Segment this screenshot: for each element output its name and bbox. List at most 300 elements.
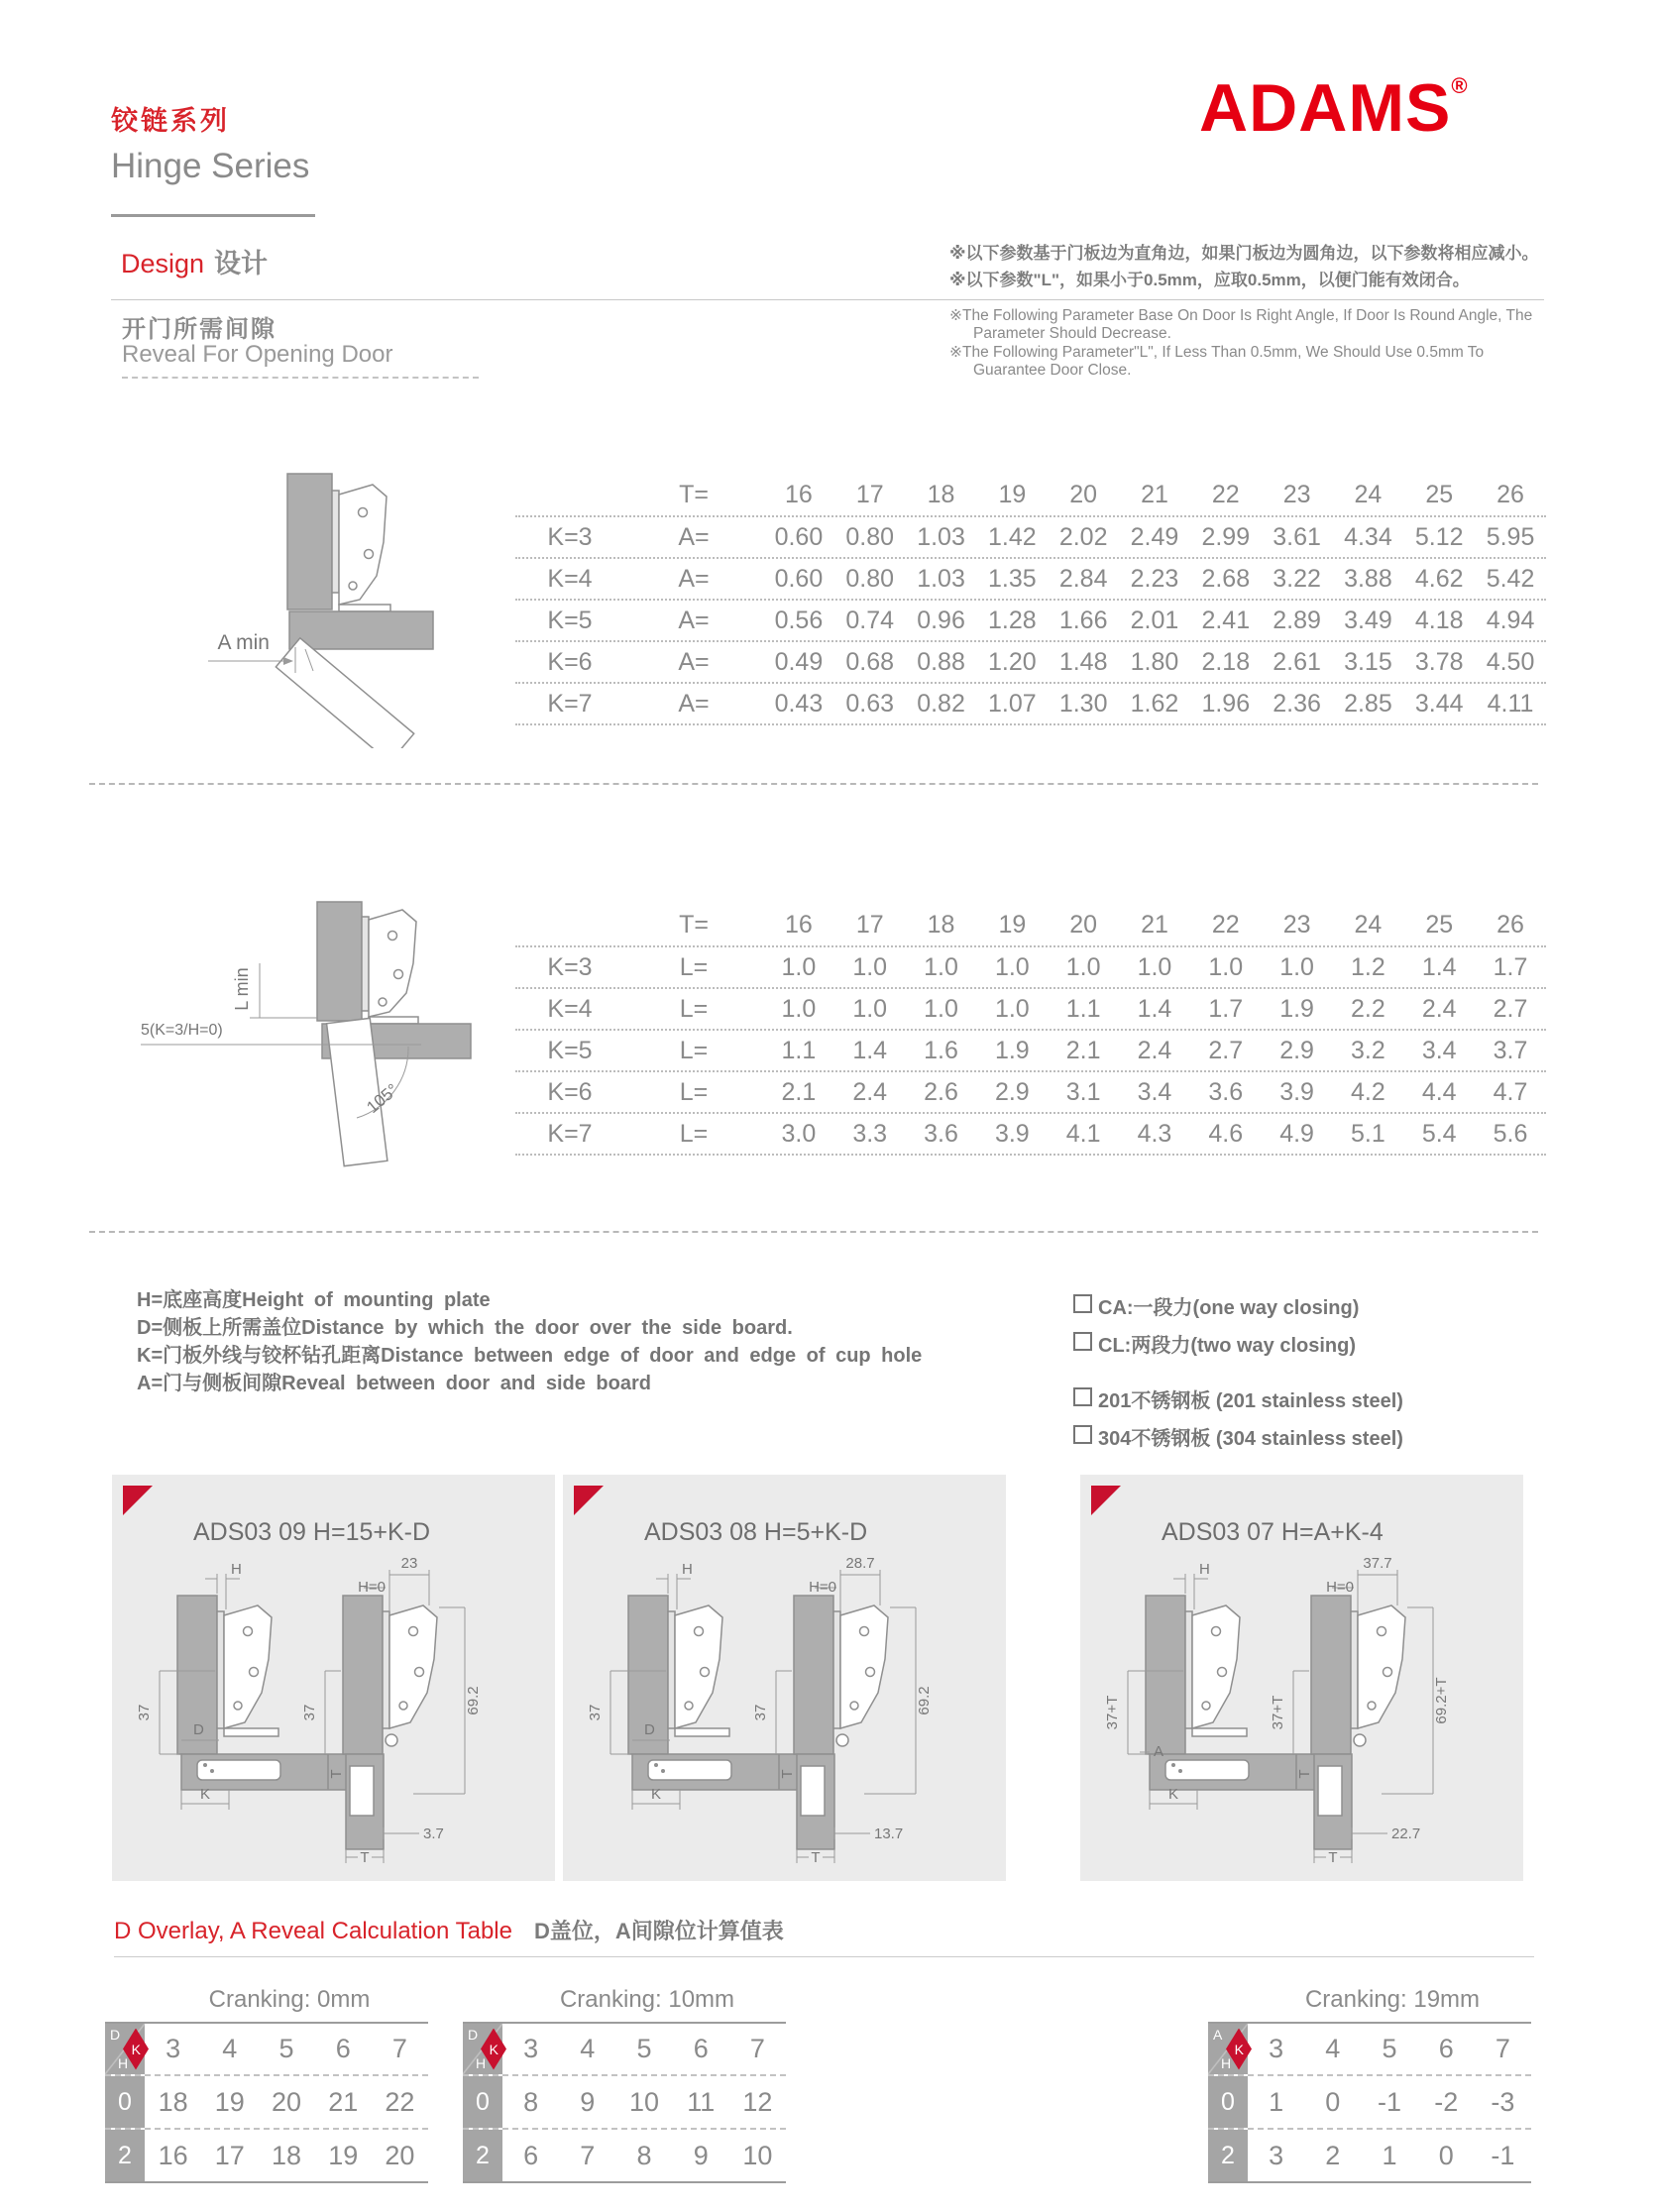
cell: 2.23 bbox=[1130, 564, 1179, 593]
var-label: A= bbox=[678, 647, 710, 676]
corner-cell bbox=[463, 2024, 502, 2074]
definition-line: H=底座高度Height of mounting plate bbox=[137, 1289, 491, 1311]
dim-label: 37 bbox=[587, 1704, 604, 1721]
option-list bbox=[1073, 1291, 1403, 1460]
cell: 3.61 bbox=[1273, 522, 1321, 551]
cell: 4.4 bbox=[1421, 1077, 1457, 1106]
table-row bbox=[515, 1114, 1546, 1156]
cell: 8 bbox=[636, 2140, 652, 2170]
k-label: K=6 bbox=[547, 647, 593, 676]
table-row bbox=[515, 1031, 1546, 1072]
open-door bbox=[276, 638, 413, 748]
dim-label: A bbox=[1154, 1743, 1164, 1760]
dim-label: 37 bbox=[136, 1704, 153, 1721]
cell: 0.80 bbox=[845, 564, 895, 593]
cell: -1 bbox=[1378, 2086, 1402, 2117]
corner-bottom-label: H bbox=[118, 2055, 129, 2071]
cell: 2.84 bbox=[1058, 564, 1108, 593]
dim-label: H=0 bbox=[1326, 1579, 1354, 1596]
cranking-label: Cranking: 0mm bbox=[208, 1986, 371, 2013]
cell: 4.11 bbox=[1487, 689, 1534, 718]
corner-bottom-label: H bbox=[1221, 2055, 1232, 2071]
dim-label: 69.2 bbox=[465, 1686, 482, 1715]
cell: 1.35 bbox=[988, 564, 1037, 593]
cell: 2.9 bbox=[994, 1077, 1030, 1106]
cell: 3.3 bbox=[852, 1119, 888, 1148]
table-row bbox=[515, 684, 1546, 725]
column-header: 7 bbox=[391, 2034, 407, 2063]
k-label: K=3 bbox=[547, 952, 593, 981]
column-header: 6 bbox=[335, 2034, 351, 2063]
cell: 5.1 bbox=[1351, 1119, 1385, 1148]
dim-label: 22.7 bbox=[1391, 1825, 1421, 1842]
hinge-arm bbox=[339, 485, 387, 605]
dim-label: H=0 bbox=[358, 1579, 386, 1596]
panel-diagram bbox=[571, 1546, 992, 1878]
cell: 17 bbox=[214, 2140, 245, 2170]
cell: 20 bbox=[385, 2140, 415, 2170]
column-header: 19 bbox=[998, 910, 1027, 939]
cell: 1.0 bbox=[1137, 952, 1172, 981]
brand-logo: ADAMS® bbox=[1199, 70, 1469, 146]
table-header-row bbox=[515, 904, 1546, 947]
cell: 1.0 bbox=[994, 994, 1030, 1023]
column-header: 6 bbox=[1438, 2034, 1454, 2063]
cell: 1.0 bbox=[852, 952, 888, 981]
hinge-arm bbox=[369, 910, 416, 1017]
option-201 bbox=[1073, 1384, 1403, 1413]
dim-label: 37 bbox=[752, 1704, 769, 1721]
column-header: 22 bbox=[1211, 910, 1240, 939]
cell: -3 bbox=[1491, 2086, 1515, 2117]
column-header: 3 bbox=[1269, 2034, 1284, 2063]
cell: 1.28 bbox=[988, 606, 1037, 634]
column-header: 4 bbox=[222, 2034, 238, 2063]
cell: 3.6 bbox=[1208, 1077, 1244, 1106]
column-header: 22 bbox=[1211, 480, 1240, 508]
header-divider bbox=[111, 299, 1544, 300]
dim-label: H bbox=[1199, 1561, 1210, 1578]
cell: 1.07 bbox=[988, 689, 1037, 718]
side-board bbox=[317, 902, 362, 1021]
title-rule bbox=[111, 214, 315, 217]
cell: 3.0 bbox=[781, 1119, 817, 1148]
design-heading-cn: 设计 bbox=[214, 249, 269, 278]
panel-ads03-09 bbox=[112, 1475, 555, 1881]
column-header: 16 bbox=[785, 910, 813, 939]
k-label: K=7 bbox=[547, 689, 593, 718]
cell: 1.0 bbox=[781, 952, 817, 981]
section-underline bbox=[122, 377, 479, 379]
dim-label: 37+T bbox=[1270, 1695, 1286, 1730]
cell: 4.6 bbox=[1208, 1119, 1244, 1148]
cell: -2 bbox=[1434, 2086, 1459, 2117]
column-header: 24 bbox=[1354, 480, 1383, 508]
cell: 4.50 bbox=[1486, 647, 1535, 676]
k-label: K=7 bbox=[547, 1119, 593, 1148]
cell: 1.1 bbox=[1065, 994, 1101, 1023]
note-en-line: ※The Following Parameter"L", If Less Than 0.5mm, We Should Use 0.5mm To Guarantee Door Close. bbox=[949, 344, 1485, 379]
option-label: CL:两段力(two way closing) bbox=[1098, 1335, 1356, 1357]
cell: 0.63 bbox=[845, 689, 895, 718]
column-header: 24 bbox=[1354, 910, 1383, 939]
calc-header-row bbox=[463, 2024, 786, 2074]
k-label: K=4 bbox=[547, 564, 593, 593]
dim-label: 69.2+T bbox=[1433, 1677, 1450, 1724]
var-label: A= bbox=[678, 564, 710, 593]
series-title-cn: 铰链系列 bbox=[111, 106, 230, 136]
cell: 3.6 bbox=[924, 1119, 958, 1148]
var-label: L= bbox=[679, 952, 709, 981]
corner-top-label: A bbox=[1213, 2027, 1223, 2043]
dim-label: T bbox=[360, 1849, 370, 1866]
panel-ads03-07 bbox=[1080, 1475, 1523, 1881]
cell: 19 bbox=[328, 2140, 359, 2170]
cell: 1.9 bbox=[1279, 994, 1314, 1023]
column-header: 16 bbox=[785, 480, 813, 508]
cell: 1.80 bbox=[1130, 647, 1179, 676]
k-label: K=4 bbox=[547, 994, 593, 1023]
dim-label: T bbox=[1296, 1769, 1313, 1779]
table-row bbox=[515, 517, 1546, 559]
cell: 20 bbox=[271, 2086, 302, 2117]
cell: 7 bbox=[580, 2140, 596, 2170]
var-label: L= bbox=[679, 1077, 709, 1106]
var-label: A= bbox=[678, 606, 710, 634]
var-label: L= bbox=[679, 1119, 709, 1148]
row-label: 0 bbox=[105, 2076, 145, 2128]
cell: 0.80 bbox=[845, 522, 895, 551]
cell: 10 bbox=[742, 2140, 773, 2170]
cell: 1 bbox=[1269, 2086, 1284, 2117]
cell: 1.9 bbox=[994, 1036, 1030, 1064]
calc-row bbox=[105, 2074, 428, 2128]
cell: 3.9 bbox=[1279, 1077, 1314, 1106]
checkbox-icon bbox=[1073, 1294, 1092, 1313]
cell: 4.2 bbox=[1351, 1077, 1385, 1106]
cell: 18 bbox=[158, 2086, 188, 2117]
dim-label: 69.2 bbox=[916, 1686, 933, 1715]
cell: 0.68 bbox=[845, 647, 895, 676]
cell: 1 bbox=[1382, 2140, 1397, 2170]
column-header: 23 bbox=[1282, 480, 1311, 508]
design-heading-en: Design bbox=[121, 249, 205, 278]
offset-label: 5(K=3/H=0) bbox=[141, 1022, 223, 1039]
cell: 12 bbox=[742, 2086, 773, 2117]
bottom-board bbox=[289, 611, 433, 649]
cranking-label: Cranking: 19mm bbox=[1304, 1986, 1481, 2013]
dim-label: 37.7 bbox=[1363, 1555, 1392, 1572]
option-label: 304不锈钢板 (304 stainless steel) bbox=[1098, 1428, 1403, 1450]
cell: 11 bbox=[687, 2086, 716, 2117]
cell: 1.0 bbox=[1065, 952, 1101, 981]
cranking-label: Cranking: 10mm bbox=[559, 1986, 735, 2013]
cell: 1.7 bbox=[1208, 994, 1244, 1023]
column-header: 23 bbox=[1282, 910, 1311, 939]
cell: 2.2 bbox=[1351, 994, 1385, 1023]
calc-row bbox=[1208, 2074, 1531, 2128]
dim-label: 13.7 bbox=[874, 1825, 904, 1842]
cell: 4.94 bbox=[1486, 606, 1535, 634]
cell: 2.68 bbox=[1201, 564, 1251, 593]
row-label: 2 bbox=[463, 2130, 502, 2181]
cell: 3.78 bbox=[1414, 647, 1464, 676]
option-ca bbox=[1073, 1291, 1403, 1320]
dim-label: H=0 bbox=[809, 1579, 836, 1596]
column-header: 4 bbox=[1325, 2034, 1341, 2063]
checkbox-icon bbox=[1073, 1425, 1092, 1444]
notes-chinese bbox=[949, 240, 1544, 293]
cell: 2.36 bbox=[1273, 689, 1321, 718]
cell: 9 bbox=[580, 2086, 596, 2117]
cell: 3.22 bbox=[1273, 564, 1321, 593]
calc-row bbox=[105, 2128, 428, 2181]
corner-cell bbox=[1208, 2024, 1248, 2074]
cell: 1.48 bbox=[1058, 647, 1108, 676]
cell: 1.6 bbox=[924, 1036, 958, 1064]
cell: 2.41 bbox=[1201, 606, 1251, 634]
note-cn-line: ※以下参数"L"，如果小于0.5mm，应取0.5mm，以便门能有效闭合。 bbox=[949, 271, 1470, 289]
calc-table-0mm bbox=[105, 1986, 428, 2183]
design-heading bbox=[121, 242, 268, 280]
corner-top-label: D bbox=[468, 2027, 479, 2043]
cell: 3.4 bbox=[1137, 1077, 1172, 1106]
cell: 4.1 bbox=[1065, 1119, 1101, 1148]
column-header: 17 bbox=[855, 910, 884, 939]
definition-line: K=门板外线与铰杯钻孔距离Distance between edge of door and edge of cup hole bbox=[137, 1345, 923, 1367]
cell: 5.42 bbox=[1486, 564, 1535, 593]
reveal-table-a bbox=[515, 474, 1546, 725]
cell: 2.7 bbox=[1493, 994, 1528, 1023]
cell: 1.96 bbox=[1201, 689, 1251, 718]
cell: 10 bbox=[628, 2086, 660, 2117]
column-header: 19 bbox=[998, 480, 1027, 508]
calc-table bbox=[463, 2022, 786, 2183]
calc-title-cn: D盖位，A间隙位计算值表 bbox=[534, 1919, 784, 1943]
cell: 16 bbox=[158, 2140, 188, 2170]
row-label: 0 bbox=[1208, 2076, 1248, 2128]
corner-diag-label: K bbox=[131, 2041, 141, 2057]
section-title-cn: 开门所需间隙 bbox=[122, 316, 277, 343]
parameter-definitions bbox=[137, 1286, 922, 1397]
dim-label: T bbox=[779, 1769, 796, 1779]
calc-row bbox=[463, 2074, 786, 2128]
cell: 2.01 bbox=[1130, 606, 1179, 634]
corner-cell bbox=[105, 2024, 145, 2074]
cell: 0.74 bbox=[845, 606, 895, 634]
cell: 5.6 bbox=[1493, 1119, 1528, 1148]
cell: 1.0 bbox=[1279, 952, 1314, 981]
cell: 2.9 bbox=[1279, 1036, 1314, 1064]
cell: 2.4 bbox=[1137, 1036, 1172, 1064]
dim-label: T bbox=[1328, 1849, 1338, 1866]
cell: 3.9 bbox=[994, 1119, 1030, 1148]
series-title-en: Hinge Series bbox=[111, 147, 310, 185]
column-header: 25 bbox=[1425, 480, 1454, 508]
table-row bbox=[515, 1072, 1546, 1114]
checkbox-icon bbox=[1073, 1332, 1092, 1351]
dim-label: T bbox=[811, 1849, 821, 1866]
column-header: 21 bbox=[1141, 480, 1168, 508]
cell: 5.95 bbox=[1486, 522, 1535, 551]
dim-label: T bbox=[328, 1769, 345, 1779]
calc-table-19mm bbox=[1208, 1986, 1531, 2183]
cell: 4.34 bbox=[1344, 522, 1392, 551]
cell: 2.18 bbox=[1201, 647, 1251, 676]
column-header: 21 bbox=[1141, 910, 1168, 939]
table-row bbox=[515, 642, 1546, 684]
dim-label: K bbox=[1167, 1786, 1179, 1803]
section-title-en: Reveal For Opening Door bbox=[122, 341, 393, 368]
hinge-open-diagram-a-min bbox=[149, 451, 446, 748]
cell: 21 bbox=[328, 2086, 359, 2117]
cell: 3.44 bbox=[1414, 689, 1464, 718]
cell: 2.4 bbox=[1421, 994, 1457, 1023]
cell: 0.43 bbox=[774, 689, 824, 718]
a-min-label: A min bbox=[217, 631, 270, 654]
cell: 18 bbox=[271, 2140, 302, 2170]
cell: 2.49 bbox=[1130, 522, 1179, 551]
cell: 1.62 bbox=[1130, 689, 1179, 718]
definition-line: D=侧板上所需盖位Distance by which the door over the side board. bbox=[137, 1317, 793, 1339]
panel-title: ADS03 07 H=A+K-4 bbox=[1162, 1518, 1384, 1546]
column-header: 25 bbox=[1425, 910, 1454, 939]
cell: 9 bbox=[693, 2140, 709, 2170]
cell: 4.18 bbox=[1414, 606, 1464, 634]
column-header: 5 bbox=[636, 2034, 652, 2063]
section-divider bbox=[89, 783, 1538, 785]
section-divider bbox=[89, 1231, 1538, 1233]
cell: 0 bbox=[1325, 2086, 1341, 2117]
reveal-table-l bbox=[515, 904, 1546, 1156]
cell: 1.0 bbox=[1208, 952, 1244, 981]
var-label: L= bbox=[679, 994, 709, 1023]
k-label: K=3 bbox=[547, 522, 593, 551]
cell: 1.0 bbox=[924, 952, 958, 981]
dim-label: K bbox=[650, 1786, 662, 1803]
dim-label: 3.7 bbox=[423, 1825, 444, 1842]
cell: 2.99 bbox=[1201, 522, 1251, 551]
column-header: 20 bbox=[1069, 910, 1098, 939]
cell: 3.15 bbox=[1344, 647, 1392, 676]
option-label: 201不锈钢板 (201 stainless steel) bbox=[1098, 1390, 1403, 1412]
cell: 2.1 bbox=[781, 1077, 817, 1106]
cell: 3 bbox=[1269, 2140, 1284, 2170]
corner-diag-label: K bbox=[1234, 2041, 1244, 2057]
cell: 2.61 bbox=[1273, 647, 1321, 676]
calc-title-en: D Overlay, A Reveal Calculation Table bbox=[114, 1918, 512, 1944]
cell: 1.4 bbox=[1137, 994, 1172, 1023]
cell: 1.7 bbox=[1493, 952, 1528, 981]
cell: 2.1 bbox=[1065, 1036, 1101, 1064]
cell: 0.60 bbox=[774, 564, 824, 593]
k-label: K=6 bbox=[547, 1077, 593, 1106]
cell: 4.7 bbox=[1493, 1077, 1528, 1106]
cell: 0.82 bbox=[917, 689, 965, 718]
corner-flag-icon bbox=[574, 1486, 604, 1515]
cell: 2.7 bbox=[1208, 1036, 1244, 1064]
column-header: 17 bbox=[855, 480, 884, 508]
hinge-open-diagram-l-min bbox=[139, 872, 476, 1169]
cell: 1.0 bbox=[924, 994, 958, 1023]
column-header: 26 bbox=[1496, 910, 1524, 939]
cell: -1 bbox=[1491, 2140, 1515, 2170]
definition-line: A=门与侧板间隙Reveal between door and side board bbox=[137, 1373, 651, 1394]
column-header: 18 bbox=[927, 910, 955, 939]
cell: 5.4 bbox=[1421, 1119, 1457, 1148]
cell: 1.03 bbox=[917, 564, 965, 593]
cell: 0.60 bbox=[774, 522, 824, 551]
panel-diagram bbox=[1088, 1546, 1509, 1878]
table-row bbox=[515, 947, 1546, 989]
side-board bbox=[287, 474, 332, 609]
corner-bottom-label: H bbox=[476, 2055, 487, 2071]
k-label: K=5 bbox=[547, 606, 593, 634]
dim-label: 28.7 bbox=[845, 1555, 875, 1572]
table-header-row bbox=[515, 474, 1546, 517]
cell: 2.4 bbox=[852, 1077, 888, 1106]
panel-ads03-08 bbox=[563, 1475, 1006, 1881]
cell: 2.85 bbox=[1344, 689, 1392, 718]
cell: 1.30 bbox=[1058, 689, 1108, 718]
cell: 0.56 bbox=[774, 606, 824, 634]
column-header: 18 bbox=[927, 480, 955, 508]
row-label: 2 bbox=[1208, 2130, 1248, 2181]
row-label: 2 bbox=[105, 2130, 145, 2181]
cell: 2.02 bbox=[1058, 522, 1108, 551]
corner-top-label: D bbox=[110, 2027, 121, 2043]
panel-title: ADS03 09 H=15+K-D bbox=[193, 1518, 431, 1546]
cell: 3.88 bbox=[1344, 564, 1392, 593]
cell: 1.4 bbox=[1421, 952, 1457, 981]
calc-table-title bbox=[114, 1915, 784, 1945]
cell: 4.9 bbox=[1279, 1119, 1314, 1148]
column-header: 5 bbox=[1382, 2034, 1397, 2063]
cell: 3.2 bbox=[1351, 1036, 1385, 1064]
cell: 1.66 bbox=[1058, 606, 1108, 634]
calc-table bbox=[1208, 2022, 1531, 2183]
cell: 1.20 bbox=[988, 647, 1037, 676]
column-header: 3 bbox=[166, 2034, 181, 2063]
column-header: 7 bbox=[1495, 2034, 1510, 2063]
cell: 4.3 bbox=[1137, 1119, 1172, 1148]
var-label: A= bbox=[678, 689, 710, 718]
l-min-label: L min bbox=[232, 967, 252, 1011]
column-header: 4 bbox=[580, 2034, 596, 2063]
column-header: 6 bbox=[693, 2034, 709, 2063]
dim-label: K bbox=[199, 1786, 211, 1803]
note-cn-line: ※以下参数基于门板边为直角边，如果门板边为圆角边，以下参数将相应减小。 bbox=[949, 244, 1539, 263]
corner-diag-label: K bbox=[489, 2041, 498, 2057]
angle-label: 105° bbox=[363, 1079, 402, 1118]
t-header: T= bbox=[679, 480, 709, 508]
cell: 1.4 bbox=[852, 1036, 888, 1064]
dim-label: 37+T bbox=[1104, 1695, 1121, 1730]
var-label: L= bbox=[679, 1036, 709, 1064]
cell: 1.0 bbox=[852, 994, 888, 1023]
cell: 5.12 bbox=[1414, 522, 1464, 551]
k-label: K=5 bbox=[547, 1036, 593, 1064]
cell: 19 bbox=[214, 2086, 245, 2117]
column-header: 5 bbox=[278, 2034, 294, 2063]
cell: 0.96 bbox=[917, 606, 965, 634]
dim-label: H bbox=[682, 1561, 693, 1578]
column-header: 7 bbox=[749, 2034, 765, 2063]
panel-title: ADS03 08 H=5+K-D bbox=[644, 1518, 868, 1546]
calc-header-row bbox=[105, 2024, 428, 2074]
cell: 1.1 bbox=[781, 1036, 817, 1064]
cell: 0 bbox=[1438, 2140, 1454, 2170]
